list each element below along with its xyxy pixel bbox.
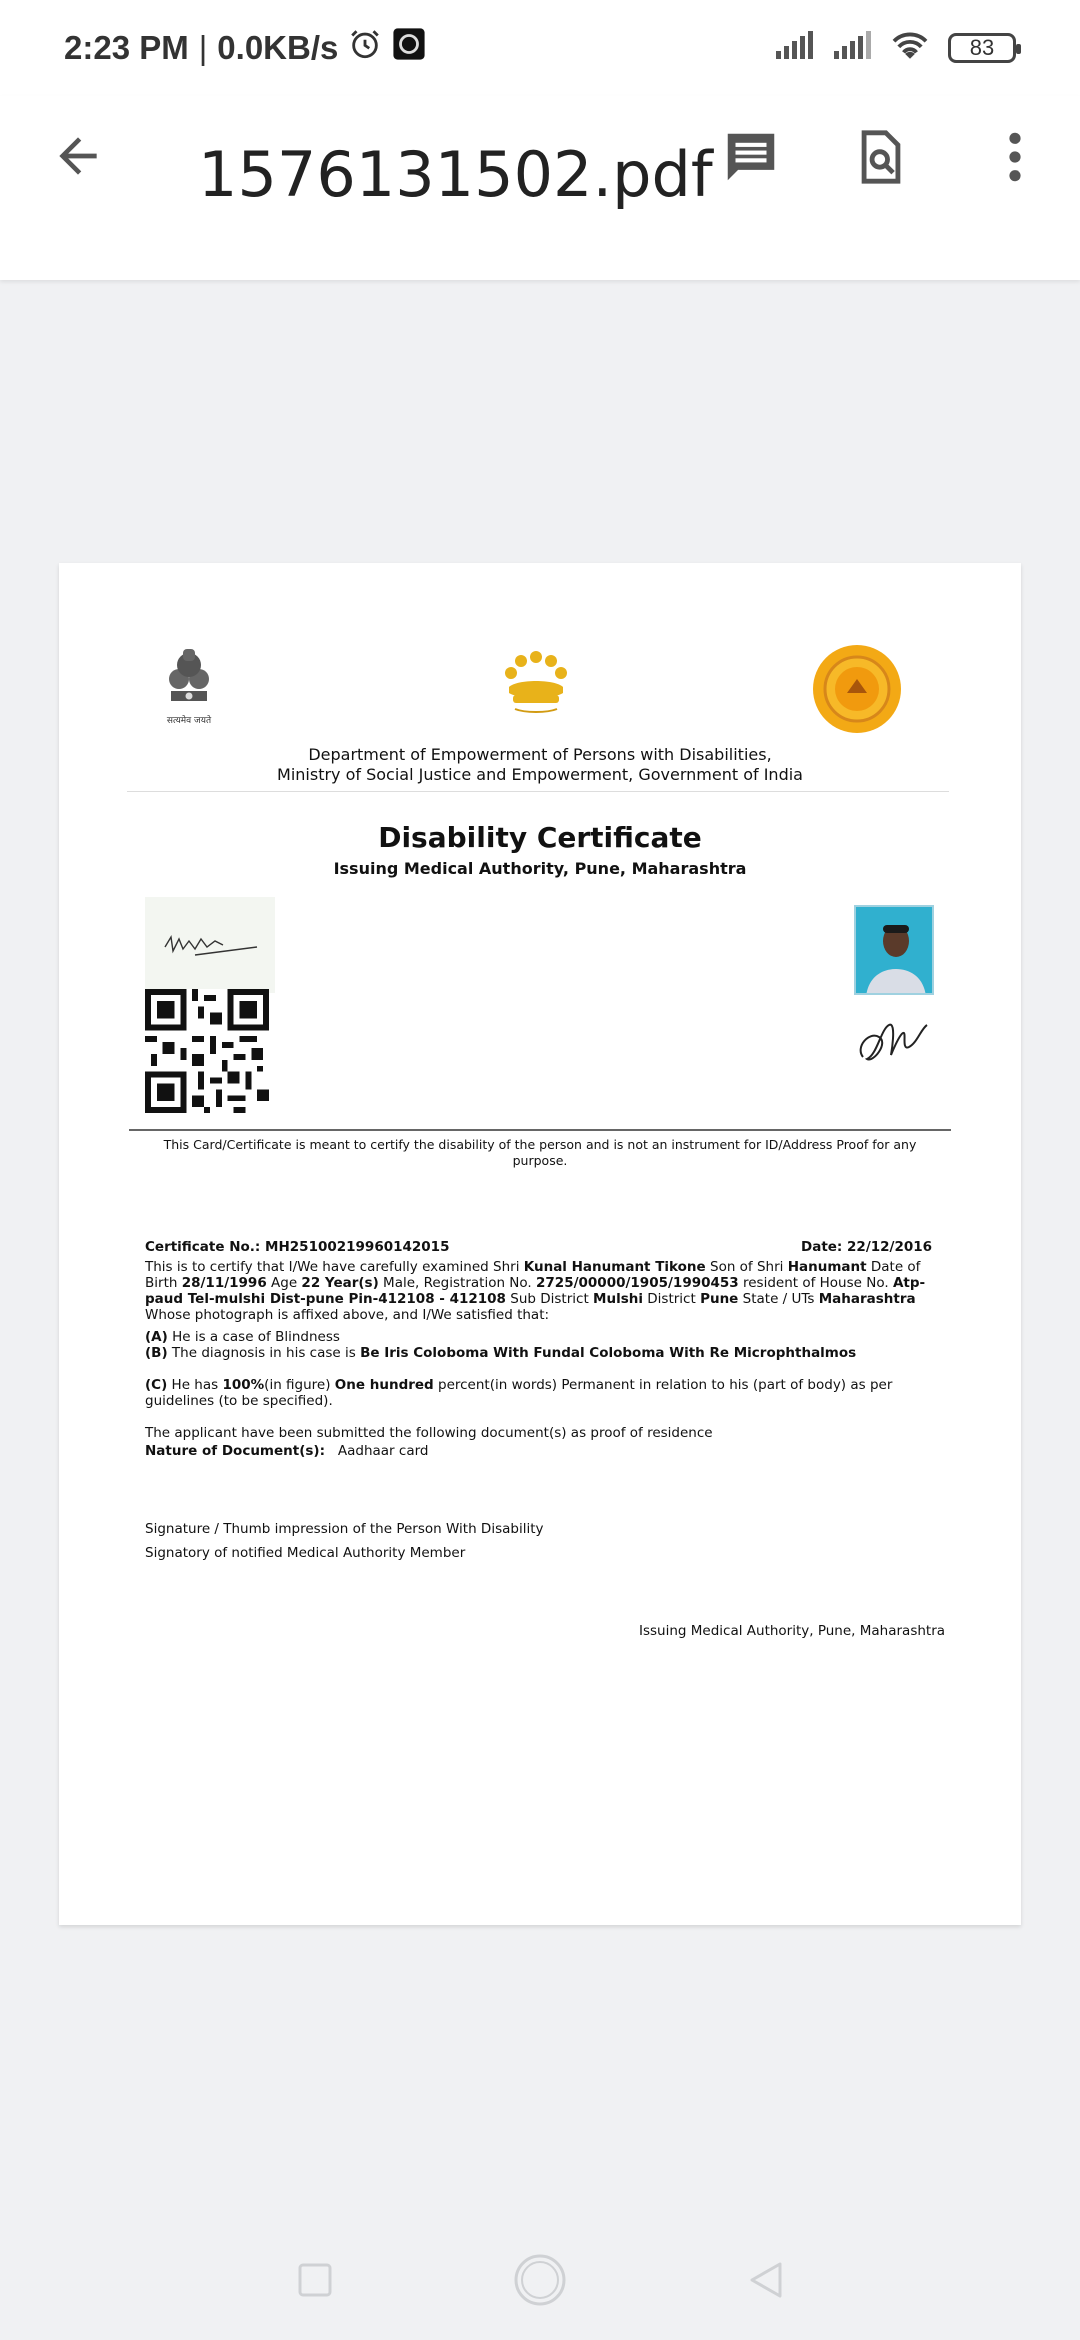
sub-district: Mulshi [593, 1291, 643, 1307]
status-right [774, 30, 1016, 66]
clause-b-label: (B) [145, 1345, 168, 1361]
date-of-birth: 28/11/1996 [181, 1275, 267, 1291]
status-speed: 0.0KB/s [217, 29, 339, 66]
disability-percent-words: One hundred [334, 1377, 434, 1393]
sugamya-logo-icon [491, 643, 581, 723]
certificate-number-label: Certificate No.: [145, 1239, 261, 1255]
nature-of-document-value: Aadhaar card [337, 1443, 429, 1459]
signal-icon [832, 31, 872, 65]
department-line-1: Department of Empowerment of Persons with Disabilities, [308, 745, 772, 764]
diagnosis: Be Iris Coloboma With Fundal Coloboma With Re Microphthalmos [360, 1345, 857, 1361]
age: 22 Year(s) [301, 1275, 379, 1291]
father-name: Hanumant [787, 1259, 867, 1275]
app-notification-icon [392, 27, 426, 69]
clause-c-text: percent(in words) Permanent in relation to his (part of body) as per guidelines (to be specified). [145, 1377, 893, 1409]
clause-a-label: (A) [145, 1329, 168, 1345]
signal-icon [774, 31, 814, 65]
body-text: Sub District [505, 1291, 594, 1307]
body-text: State / UTs [738, 1291, 819, 1307]
more-vert-icon[interactable] [980, 122, 1050, 192]
wifi-icon [890, 30, 930, 66]
clause-b-text: The diagnosis in his case is [167, 1345, 361, 1361]
national-emblem-icon [157, 643, 221, 727]
certificate-title: Disability Certificate [378, 821, 702, 854]
certificate-date: 22/12/2016 [847, 1239, 933, 1255]
header-divider [127, 791, 949, 792]
registration-number: 2725/00000/1905/1990453 [536, 1275, 739, 1291]
battery-icon: 83 [948, 33, 1016, 63]
app-bar [0, 96, 1080, 280]
district: Pune [700, 1291, 739, 1307]
body-text: Age [266, 1275, 302, 1291]
proof-of-residence-line: The applicant have been submitted the following document(s) as proof of residence [145, 1425, 713, 1441]
document-title: 1576131502.pdf [198, 138, 713, 211]
clause-c-text: He has [167, 1377, 223, 1393]
footer-divider [129, 1129, 951, 1131]
signature-caption: Signature / Thumb impression of the Person With Disability [145, 1521, 544, 1537]
certificate-subtitle: Issuing Medical Authority, Pune, Maharashtra [333, 859, 747, 878]
state: Maharashtra [818, 1291, 916, 1307]
recents-square-icon[interactable] [287, 2252, 343, 2308]
find-in-page-icon[interactable] [846, 122, 916, 192]
status-separator: | [198, 29, 208, 66]
issuing-authority: Issuing Medical Authority, Pune, Maharashtra [639, 1623, 946, 1639]
body-text: Date of Birth [145, 1259, 921, 1291]
signatory-line: Signatory of notified Medical Authority Member [145, 1545, 466, 1561]
certificate [59, 563, 1021, 1925]
applicant-name: Kunal Hanumant Tikone [523, 1259, 706, 1275]
body-text: Whose photograph is affixed above, and I/We satisfied that: [145, 1307, 550, 1323]
comment-icon[interactable] [716, 122, 786, 192]
status-time: 2:23 PM [64, 29, 189, 66]
department-line-2: Ministry of Social Justice and Empowerment, Government of India [277, 765, 803, 784]
body-text: resident of House No. [738, 1275, 893, 1291]
certificate-date-row [801, 1239, 932, 1255]
back-triangle-icon[interactable] [738, 2252, 794, 2308]
body-text: Son of Shri [705, 1259, 788, 1275]
clause-b [145, 1345, 935, 1361]
clause-c-label: (C) [145, 1377, 168, 1393]
pdf-page[interactable] [59, 563, 1021, 1925]
clause-c [145, 1377, 935, 1409]
nature-of-document-row [145, 1443, 935, 1459]
back-arrow-icon[interactable] [46, 124, 110, 188]
home-circle-icon[interactable] [512, 2252, 568, 2308]
body-text: This is to certify that I/We have carefully examined Shri [145, 1259, 524, 1275]
applicant-photo [854, 905, 934, 995]
clause-c-text: (in figure) [264, 1377, 335, 1393]
nature-of-document-label: Nature of Document(s): [145, 1443, 325, 1459]
clause-a [145, 1329, 935, 1345]
certificate-number-row [145, 1239, 449, 1255]
authority-signature-image [845, 1009, 937, 1075]
footer-note: This Card/Certificate is meant to certify the disability of the person and is not an instrument for ID/Address Proof for any purpose. [163, 1137, 917, 1168]
status-left [64, 27, 426, 69]
applicant-signature-image [145, 897, 275, 993]
certificate-number: MH25100219960142015 [265, 1239, 450, 1255]
emblem-caption: सत्यमेव जयते [166, 716, 212, 726]
qr-code-icon [145, 989, 269, 1113]
maharashtra-seal-icon [811, 643, 903, 735]
disability-percent: 100% [222, 1377, 265, 1393]
body-text: District [642, 1291, 701, 1307]
certificate-date-label: Date: [801, 1239, 843, 1255]
status-bar [0, 0, 1080, 96]
alarm-icon [348, 27, 382, 69]
body-text: Male, Registration No. [378, 1275, 537, 1291]
address: Atp-paud Tel-mulshi Dist-pune Pin-412108 - 412108 [145, 1275, 926, 1307]
certification-paragraph [145, 1259, 935, 1323]
clause-a-text: He is a case of Blindness [167, 1329, 340, 1345]
